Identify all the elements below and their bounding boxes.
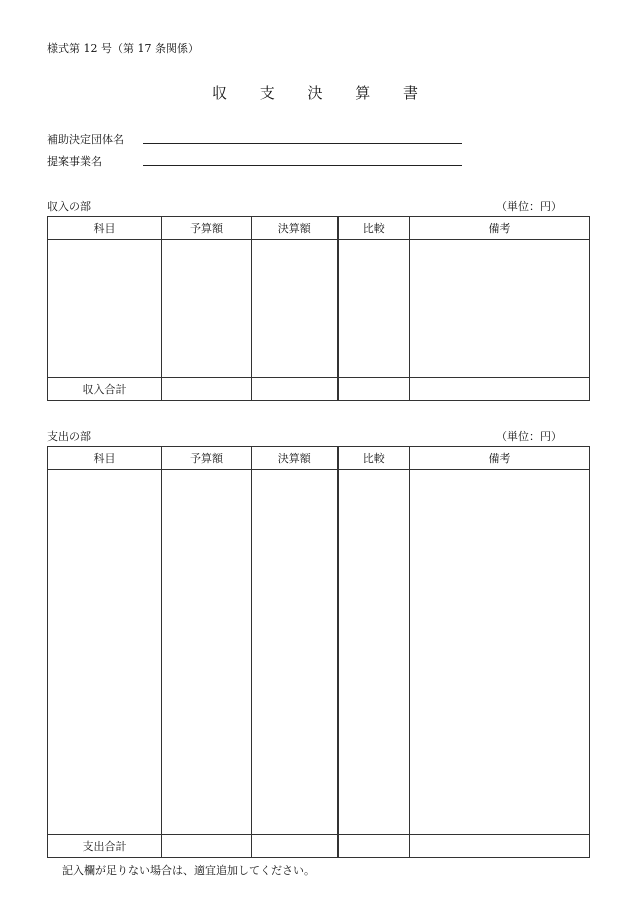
footnote: 記入欄が足りない場合は、適宜追加してください。 xyxy=(62,864,315,877)
income-entry-row xyxy=(48,240,590,378)
column-header-remarks: 備考 xyxy=(410,447,590,470)
income-budget-cell[interactable] xyxy=(162,240,252,378)
document-title: 収 支 決 算 書 xyxy=(211,84,433,102)
expense-remarks-cell[interactable] xyxy=(410,470,590,835)
income-item-cell[interactable] xyxy=(48,240,162,378)
expense-entry-row xyxy=(48,470,590,835)
income-settlement-cell[interactable] xyxy=(252,240,338,378)
expense-comparison-cell[interactable] xyxy=(338,470,410,835)
expense-total-settlement[interactable] xyxy=(252,835,338,858)
column-header-remarks: 備考 xyxy=(410,217,590,240)
income-comparison-cell[interactable] xyxy=(338,240,410,378)
column-header-budget: 予算額 xyxy=(162,217,252,240)
income-total-settlement[interactable] xyxy=(252,378,338,401)
expense-header-row xyxy=(48,447,590,470)
income-table xyxy=(47,216,590,401)
project-name-label: 提案事業名 xyxy=(47,155,102,168)
project-name-field[interactable] xyxy=(143,165,462,166)
expense-total-budget[interactable] xyxy=(162,835,252,858)
expense-total-row xyxy=(48,835,590,858)
income-total-remarks[interactable] xyxy=(410,378,590,401)
group-name-field[interactable] xyxy=(143,143,462,144)
expense-section-label: 支出の部 xyxy=(47,430,91,443)
income-total-budget[interactable] xyxy=(162,378,252,401)
expense-table xyxy=(47,446,590,858)
income-header-row xyxy=(48,217,590,240)
expense-total-comparison[interactable] xyxy=(338,835,410,858)
income-unit-label: （単位：円） xyxy=(496,200,562,213)
income-section-label: 収入の部 xyxy=(47,200,91,213)
column-header-comparison: 比較 xyxy=(338,447,410,470)
expense-budget-cell[interactable] xyxy=(162,470,252,835)
column-header-settlement: 決算額 xyxy=(252,447,338,470)
expense-total-remarks[interactable] xyxy=(410,835,590,858)
expense-settlement-cell[interactable] xyxy=(252,470,338,835)
column-header-comparison: 比較 xyxy=(338,217,410,240)
column-header-item: 科目 xyxy=(48,217,162,240)
expense-item-cell[interactable] xyxy=(48,470,162,835)
income-total-row xyxy=(48,378,590,401)
column-header-settlement: 決算額 xyxy=(252,217,338,240)
column-header-item: 科目 xyxy=(48,447,162,470)
expense-unit-label: （単位：円） xyxy=(496,430,562,443)
expense-total-label: 支出合計 xyxy=(48,835,162,858)
income-remarks-cell[interactable] xyxy=(410,240,590,378)
column-header-budget: 予算額 xyxy=(162,447,252,470)
form-number: 様式第 12 号（第 17 条関係） xyxy=(47,42,199,55)
income-total-label: 収入合計 xyxy=(48,378,162,401)
group-name-label: 補助決定団体名 xyxy=(47,133,124,146)
income-total-comparison[interactable] xyxy=(338,378,410,401)
